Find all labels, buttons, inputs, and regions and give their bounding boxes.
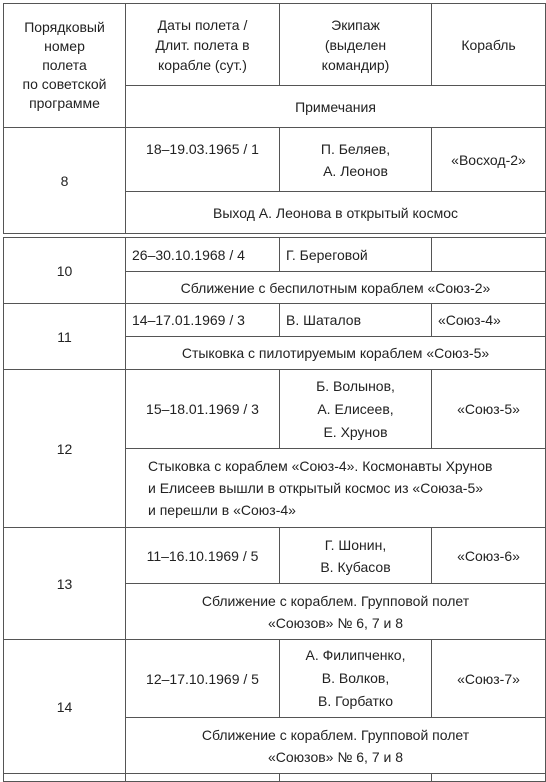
flight-note-line: Стыковка с пилотируемым кораблем «Союз-5»	[181, 345, 490, 361]
header-num-line: номер	[44, 38, 85, 54]
flight-row-12	[4, 370, 546, 449]
header-ship-cell	[432, 4, 546, 86]
flight-crew-cell	[280, 128, 432, 192]
flight-num-cell	[4, 640, 126, 774]
flight-note-line: «Союзов» № 6, 7 и 8	[268, 748, 403, 765]
crew-member: А. Леонов	[323, 162, 388, 179]
flight-dates: 26–30.10.1968 / 4	[132, 246, 245, 263]
flight-ship: «Союз-6»	[457, 547, 520, 564]
flight-note-line: Сближение с кораблем. Групповой полет	[201, 592, 470, 609]
header-notes: Примечания	[295, 98, 376, 115]
flight-note-cell	[126, 449, 546, 528]
flight-row-8	[4, 128, 546, 192]
flight-dates-cell	[126, 304, 280, 337]
header-crew-line: (выделен	[324, 36, 387, 53]
crew-member: Е. Хрунов	[323, 423, 388, 440]
flight-ship-cell	[432, 370, 546, 449]
header-num-line: Порядковый	[24, 19, 105, 35]
flight-dates-cell	[126, 238, 280, 272]
flight-crew-cell	[280, 238, 432, 272]
flight-num: 14	[56, 698, 73, 715]
flight-ship: «Союз-7»	[457, 670, 520, 687]
header-row	[4, 4, 546, 86]
crew-member: В. Горбатко	[318, 693, 393, 709]
flight-ship-cell	[432, 640, 546, 718]
flight-num-cell	[4, 528, 126, 640]
flights-table-top	[3, 3, 546, 234]
flight-note-line: «Союзов» № 6, 7 и 8	[268, 614, 403, 631]
flight-ship: «Союз-4»	[438, 312, 501, 328]
header-dates-line: Даты полета /	[157, 16, 248, 33]
flight-num-cell	[4, 238, 126, 304]
flight-note-cell	[126, 584, 546, 640]
flight-num: 10	[56, 262, 73, 279]
crew-member: П. Беляев,	[320, 140, 391, 157]
flight-crew-cell	[280, 370, 432, 449]
flight-ship-cell	[432, 304, 546, 337]
flight-crew-cell	[280, 640, 432, 718]
header-crew-cell	[280, 4, 432, 86]
flight-ship-cell	[432, 128, 546, 192]
flight-dates: 11–16.10.1969 / 5	[146, 547, 259, 564]
header-dates-line: корабле (сут.)	[158, 56, 247, 73]
flight-dates-cell	[126, 128, 280, 192]
crew-member: В. Кубасов	[320, 558, 391, 575]
flight-dates: 18–19.03.1965 / 1	[146, 141, 259, 157]
flight-dates-cell	[126, 370, 280, 449]
flight-dates: 12–17.10.1969 / 5	[146, 670, 259, 687]
flight-num: 8	[60, 172, 69, 189]
flight-dates-cell	[126, 528, 280, 584]
flight-ship: «Восход-2»	[451, 151, 526, 168]
header-notes-cell	[126, 86, 546, 128]
header-num-line: программе	[29, 95, 100, 111]
crew-member: В. Шаталов	[286, 312, 362, 328]
header-dates-line: Длит. полета в	[155, 36, 250, 53]
flight-row-14	[4, 640, 546, 718]
flight-row-11	[4, 304, 546, 337]
flight-crew-cell	[280, 304, 432, 337]
flight-row-10	[4, 238, 546, 272]
flight-num-cell	[4, 304, 126, 370]
flight-ship-cell	[432, 528, 546, 584]
flight-num: 12	[56, 440, 73, 457]
flight-ship: «Союз-5»	[457, 401, 520, 417]
crew-member: В. Волков,	[321, 670, 390, 686]
header-num-cell	[4, 4, 126, 128]
header-num-line: полета	[42, 57, 87, 73]
crew-member: А. Филипченко,	[305, 647, 406, 663]
flight-note-line: Выход А. Леонова в открытый космос	[213, 204, 458, 221]
flight-note-line: Стыковка с кораблем «Союз-4». Космонавты Хрунов	[148, 458, 493, 474]
flight-note-line: Сближение с кораблем. Групповой полет	[201, 726, 470, 743]
flight-num: 11	[57, 328, 72, 345]
header-ship: Корабль	[461, 36, 516, 53]
flight-note-line: Сближение с беспилотным кораблем «Союз-2»	[180, 279, 491, 296]
header-dates-cell	[126, 4, 280, 86]
flight-dates: 15–18.01.1969 / 3	[146, 401, 259, 417]
flight-note-cell	[126, 192, 546, 234]
header-crew-line: Экипаж	[331, 16, 380, 33]
flight-dates-cell	[126, 640, 280, 718]
crew-member: Г. Шонин,	[324, 536, 387, 553]
flight-dates: 14–17.01.1969 / 3	[132, 312, 245, 328]
crew-member: А. Елисеев,	[317, 400, 394, 417]
flight-num-cell	[4, 370, 126, 528]
crew-member: Г. Береговой	[286, 246, 368, 263]
header-crew-line: командир)	[321, 56, 390, 73]
flight-num-cell	[4, 128, 126, 234]
header-num-line: по советской	[22, 76, 107, 92]
crew-member: Б. Волынов,	[316, 377, 395, 394]
flight-num: 13	[56, 575, 73, 592]
flight-note-line: и перешли в «Союз-4»	[148, 502, 296, 518]
flight-note-cell	[126, 337, 546, 370]
flight-crew-cell	[280, 528, 432, 584]
flight-note-line: и Елисеев вышли в открытый космос из «Союза-5»	[148, 480, 484, 496]
flight-row-13	[4, 528, 546, 584]
flight-ship-cell	[432, 238, 546, 272]
flight-note-cell	[126, 272, 546, 304]
flights-table-bottom	[3, 237, 546, 782]
flight-note-cell	[126, 718, 546, 774]
